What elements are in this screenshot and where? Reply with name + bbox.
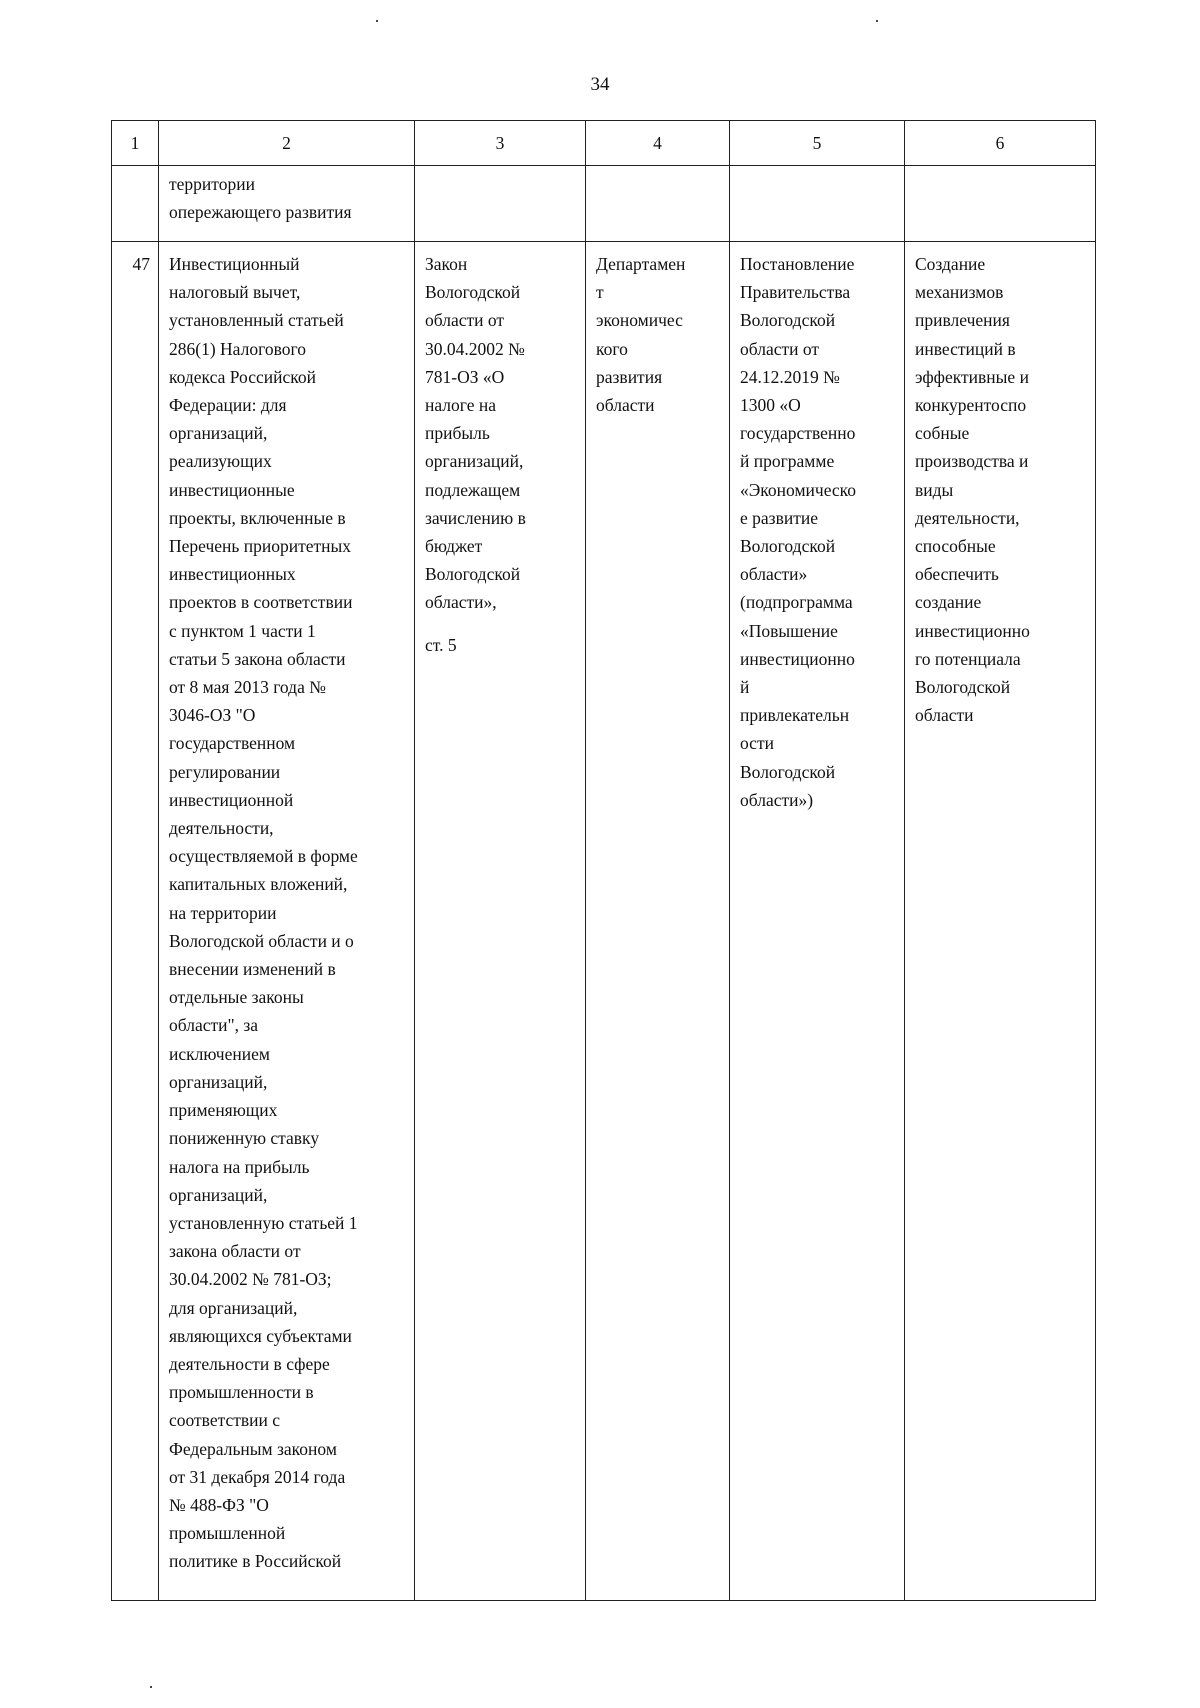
goal-cell: Создание механизмов привлечения инвестиций в эффективные и конкурентоспо собные производства и виды деятельности, способные обеспечить создание инвестиционно го потенциала Вологодской области <box>905 242 1096 1601</box>
header-cell: 4 <box>586 121 730 166</box>
spacer <box>425 617 575 631</box>
table-cell <box>730 166 905 242</box>
scan-speck <box>876 20 878 22</box>
law-article: ст. 5 <box>425 634 457 655</box>
table-header-row <box>112 121 1096 166</box>
table-cell <box>415 166 586 242</box>
table-cell <box>112 166 159 242</box>
table-cell: территории опережающего развития <box>159 166 415 242</box>
table-row <box>112 242 1096 1601</box>
benefit-description-cell: Инвестиционный налоговый вычет, установленный статьей 286(1) Налогового кодекса Российской Федерации: для организаций, реализующих инвестиционные проекты, включенные в Перечень приоритетных инвестиционных проектов в соответствии с пунктом 1 части 1 статьи 5 закона области от 8 мая 2013 года № 3046-ОЗ "О государственном регулировании инвестиционной деятельности, осуществляемой в форме капитальных вложений, на территории Вологодской области и о внесении изменений в отдельные законы области", за исключением организаций, применяющих пониженную ставку налога на прибыль организаций, установленную статьей 1 закона области от 30.04.2002 № 781-ОЗ; для организаций, являющихся субъектами деятельности в сфере промышленности в соответствии с Федеральным законом от 31 декабря 2014 года № 488-ФЗ "О промышленной политике в Российской <box>159 242 415 1601</box>
header-cell: 5 <box>730 121 905 166</box>
header-cell: 1 <box>112 121 159 166</box>
law-title: Закон Вологодской области от 30.04.2002 № 781-ОЗ «О налоге на прибыль организаций, подлежащем зачислению в бюджет Вологодской области», <box>425 254 526 613</box>
program-cell: Постановление Правительства Вологодской области от 24.12.2019 № 1300 «О государственно й программе «Экономическо е развитие Вологодской области» (подпрограмма «Повышение инвестиционно й привлекательн ости Вологодской области») <box>730 242 905 1601</box>
table-cell <box>586 166 730 242</box>
page-number: 34 <box>590 74 610 95</box>
header-cell: 3 <box>415 121 586 166</box>
row-number: 47 <box>112 242 159 1601</box>
law-cell <box>415 242 586 1601</box>
scan-speck <box>150 1686 152 1688</box>
table-cell <box>905 166 1096 242</box>
department-cell: Департамен т экономичес кого развития области <box>586 242 730 1601</box>
header-cell: 2 <box>159 121 415 166</box>
table-row <box>112 166 1096 242</box>
scan-speck <box>376 20 378 22</box>
document-table <box>111 120 1096 1601</box>
header-cell: 6 <box>905 121 1096 166</box>
